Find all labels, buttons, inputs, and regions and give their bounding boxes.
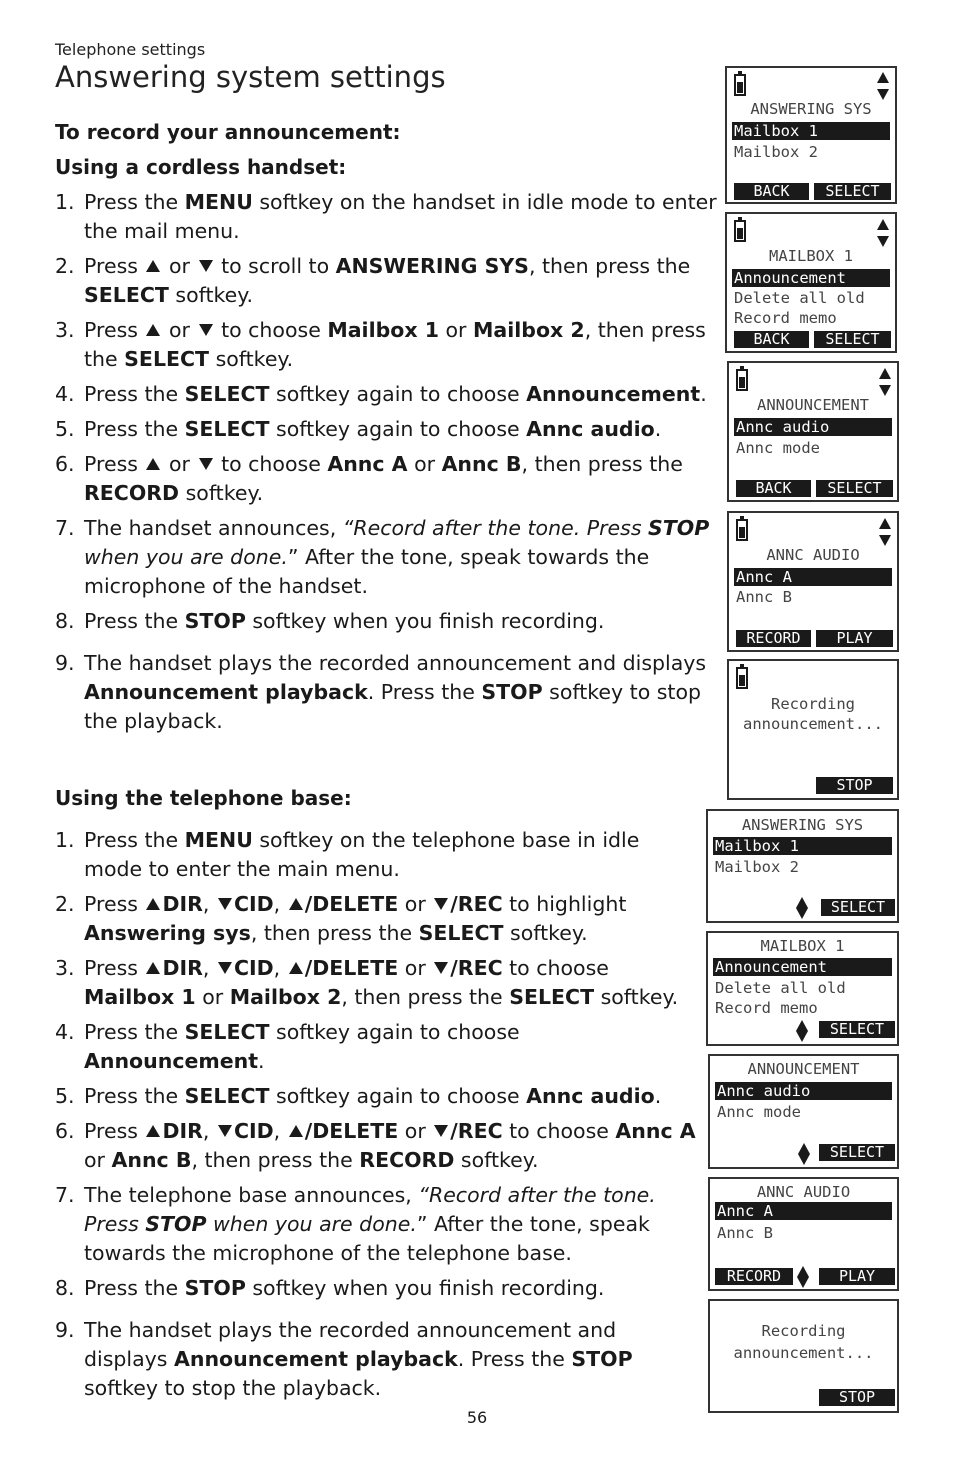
handset-step-7: 7. The handset announces, “Record after the tone. Press STOP when you are done.” After the tone, speak towards the microphone of the handset.: [55, 516, 710, 598]
down-arrow-icon: [199, 324, 213, 336]
screen-row: Annc mode: [717, 1103, 801, 1121]
screen-title: MAILBOX 1: [769, 247, 853, 265]
up-down-arrow-icon: [877, 219, 889, 247]
handset-screen-answering-sys: [725, 66, 897, 204]
back-softkey: BACK: [734, 331, 809, 348]
up-arrow-icon: [146, 1125, 160, 1137]
section-heading: To record your announcement:: [55, 120, 401, 144]
select-softkey: SELECT: [814, 183, 891, 200]
screen-message: Recording: [761, 1322, 846, 1340]
handset-step-2: 2. Press or to scroll to ANSWERING SYS, then press the SELECT softkey.: [55, 254, 691, 307]
screen-row-selected: Annc A: [734, 568, 892, 586]
base-heading: Using the telephone base:: [55, 786, 352, 810]
screen-row: Mailbox 2: [734, 143, 818, 161]
battery-icon: [736, 519, 748, 541]
base-screen-answering-sys: [706, 809, 899, 923]
screen-title: ANNC AUDIO: [756, 1183, 851, 1201]
select-softkey: SELECT: [819, 1021, 895, 1038]
handset-step-6: 6. Press or to choose Annc A or Annc B, then press the RECORD softkey.: [55, 452, 683, 505]
down-arrow-icon: [199, 260, 213, 272]
record-softkey: RECORD: [715, 1268, 793, 1285]
base-screen-mailbox-1: [706, 931, 899, 1046]
handset-screen-recording: [727, 659, 899, 800]
handset-step-4: 4. Press the SELECT softkey again to choose Announcement.: [55, 382, 707, 406]
back-softkey: BACK: [734, 183, 809, 200]
handset-step-8: 8. Press the STOP softkey when you finish recording.: [55, 609, 605, 633]
screen-row: Delete all old: [734, 289, 865, 307]
stop-softkey: STOP: [819, 1389, 895, 1406]
up-down-arrow-icon: [877, 72, 889, 100]
back-softkey: BACK: [736, 480, 811, 497]
up-arrow-icon: [146, 458, 160, 470]
screen-row: Delete all old: [715, 979, 846, 997]
base-screen-annc-audio: [708, 1177, 899, 1291]
base-screen-announcement: [708, 1054, 899, 1169]
handset-step-1: 1. Press the MENU softkey on the handset in idle mode to enter the mail menu.: [55, 190, 717, 243]
page-number: 56: [466, 1408, 488, 1427]
up-arrow-icon: [146, 324, 160, 336]
up-down-arrow-icon: [796, 897, 808, 919]
select-softkey: SELECT: [819, 1144, 895, 1161]
up-down-arrow-icon: [879, 518, 891, 546]
screen-message: announcement...: [743, 715, 883, 733]
screen-title: ANNOUNCEMENT: [757, 396, 869, 414]
screen-row-selected: Mailbox 1: [713, 837, 892, 855]
up-arrow-icon: [289, 898, 303, 910]
screen-title: ANSWERING SYS: [750, 100, 872, 118]
screen-title: ANNOUNCEMENT: [747, 1060, 860, 1078]
play-softkey: PLAY: [816, 630, 893, 647]
select-softkey: SELECT: [821, 899, 895, 916]
base-step-2: 2. Press DIR, CID, /DELETE or /REC to highlight Answering sys, then press the SELECT softkey.: [55, 892, 627, 945]
screen-row-selected: Mailbox 1: [732, 122, 890, 140]
battery-icon: [736, 369, 748, 391]
screen-row: Annc mode: [736, 439, 820, 457]
battery-icon: [734, 220, 746, 242]
base-screen-recording: [708, 1299, 899, 1413]
screen-message: announcement...: [733, 1344, 874, 1362]
base-step-6: 6. Press DIR, CID, /DELETE or /REC to choose Annc A or Annc B, then press the RECORD softkey.: [55, 1119, 696, 1172]
base-step-1: 1. Press the MENU softkey on the telephone base in idle mode to enter the main menu.: [55, 828, 640, 881]
screen-row-selected: Annc audio: [715, 1082, 892, 1100]
screen-row: Mailbox 2: [715, 858, 799, 876]
screen-message: Recording: [771, 695, 855, 713]
screen-row-selected: Announcement: [732, 269, 890, 287]
screen-title: ANNC AUDIO: [766, 546, 860, 564]
base-step-4: 4. Press the SELECT softkey again to choose Announcement.: [55, 1020, 520, 1073]
screen-row: Annc B: [736, 588, 792, 606]
up-arrow-icon: [146, 260, 160, 272]
handset-screen-annc-audio: [727, 511, 899, 652]
breadcrumb: Telephone settings: [55, 40, 206, 59]
up-arrow-icon: [289, 962, 303, 974]
down-arrow-icon: [199, 458, 213, 470]
down-arrow-icon: [434, 898, 448, 910]
base-step-7: 7. The telephone base announces, “Record after the tone. Press STOP when you are done.” After the tone, speak towards the microphone of the telephone base.: [55, 1183, 656, 1265]
handset-screen-announcement: [727, 361, 899, 502]
up-arrow-icon: [289, 1125, 303, 1137]
page-title: Answering system settings: [55, 60, 446, 94]
record-softkey: RECORD: [736, 630, 811, 647]
screen-title: MAILBOX 1: [760, 937, 845, 955]
up-down-arrow-icon: [796, 1020, 808, 1042]
battery-icon: [736, 667, 748, 689]
down-arrow-icon: [218, 962, 232, 974]
play-softkey: PLAY: [819, 1268, 895, 1285]
down-arrow-icon: [218, 898, 232, 910]
base-step-8: 8. Press the STOP softkey when you finish recording.: [55, 1276, 605, 1300]
screen-row: Record memo: [734, 309, 837, 327]
select-softkey: SELECT: [816, 480, 893, 497]
handset-heading: Using a cordless handset:: [55, 155, 347, 179]
screen-row-selected: Annc A: [715, 1202, 892, 1220]
up-down-arrow-icon: [797, 1266, 809, 1288]
base-step-3: 3. Press DIR, CID, /DELETE or /REC to choose Mailbox 1 or Mailbox 2, then press the SELECT softkey.: [55, 956, 679, 1009]
up-down-arrow-icon: [798, 1143, 810, 1165]
up-arrow-icon: [146, 898, 160, 910]
handset-step-5: 5. Press the SELECT softkey again to choose Annc audio.: [55, 417, 662, 441]
base-step-5: 5. Press the SELECT softkey again to choose Annc audio.: [55, 1084, 662, 1108]
screen-row-selected: Annc audio: [734, 418, 892, 436]
handset-steps: [55, 188, 720, 736]
screen-row: Record memo: [715, 999, 818, 1017]
handset-step-9: 9. The handset plays the recorded announcement and displays Announcement playback. Press the STOP softkey to stop the playback.: [55, 651, 707, 733]
screen-title: ANSWERING SYS: [741, 816, 864, 834]
battery-icon: [734, 74, 746, 96]
down-arrow-icon: [434, 962, 448, 974]
down-arrow-icon: [434, 1125, 448, 1137]
screen-row: Annc B: [717, 1224, 773, 1242]
stop-softkey: STOP: [816, 777, 893, 794]
down-arrow-icon: [218, 1125, 232, 1137]
base-steps: [55, 826, 700, 1403]
base-step-9: 9. The handset plays the recorded announcement and displays Announcement playback. Press the STOP softkey to stop the playback.: [55, 1318, 633, 1400]
handset-step-3: 3. Press or to choose Mailbox 1 or Mailbox 2, then press the SELECT softkey.: [55, 318, 706, 371]
select-softkey: SELECT: [814, 331, 891, 348]
handset-screen-mailbox-1: [725, 212, 897, 353]
screen-row-selected: Announcement: [713, 958, 892, 976]
up-arrow-icon: [146, 962, 160, 974]
up-down-arrow-icon: [879, 368, 891, 396]
